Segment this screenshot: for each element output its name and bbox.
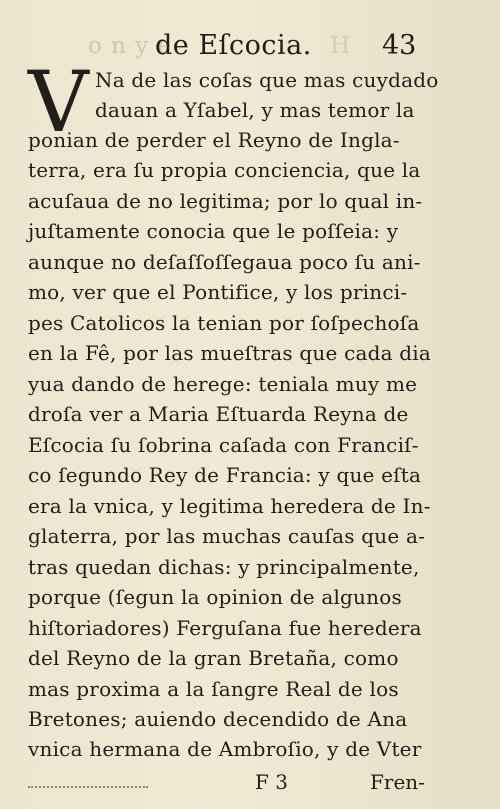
text-line: del Reyno de la gran Bretaña, como [28,646,399,670]
text-line: Bretones; auiendo decendido de Ana [28,707,408,731]
text-line: porque (ſegun la opinion de algunos [28,585,402,609]
text-line: era la vnica, y legitima heredera de In- [28,494,431,518]
text-line: dauan a Yſabel, y mas temor la [95,98,415,122]
show-through-text: o n y e [88,33,173,59]
drop-initial: V [28,53,89,151]
text-line: juſtamente conocia que le poſſeia: y [28,219,399,243]
page-number: 43 [382,30,417,61]
text-line: co ſegundo Rey de Francia: y que eſta [28,463,422,487]
text-line: mas proxima a la ſangre Real de los [28,677,399,701]
running-title: de Eſcocia. [155,30,312,61]
text-line: terra, era ſu propia conciencia, que la [28,158,421,182]
text-line: yua dando de herege: teniala muy me [28,372,418,396]
dotted-rule [28,786,148,788]
text-line: droſa ver a Maria Eſtuarda Reyna de [28,402,409,426]
text-line: ponian de perder el Reyno de Ingla- [28,128,400,152]
text-line: vnica hermana de Ambroſio, y de Vter [28,737,422,761]
text-line: tras quedan dichas: y principalmente, [28,555,420,579]
text-line: glaterra, por las muchas cauſas que a- [28,524,426,548]
show-through-text-right: H [330,33,351,59]
text-line: acuſaua de no legitima; por lo qual in- [28,189,423,213]
text-line: aunque no deſaſſoſſegaua poco ſu ani- [28,250,421,274]
page-footer [0,764,500,804]
signature-mark: F 3 [255,770,288,794]
text-line: Na de las coſas que mas cuydado [95,68,439,92]
text-line: Eſcocia ſu ſobrina caſada con Franciſ- [28,433,419,457]
text-line: hiſtoriadores) Ferguſana fue heredera [28,616,422,640]
catchword: Fren- [370,770,425,794]
text-line: mo, ver que el Pontifice, y los princi- [28,280,408,304]
text-line: en la Fê, por las mueſtras que cada dia [28,341,432,365]
text-line: pes Catolicos la tenian por ſoſpechoſa [28,311,420,335]
